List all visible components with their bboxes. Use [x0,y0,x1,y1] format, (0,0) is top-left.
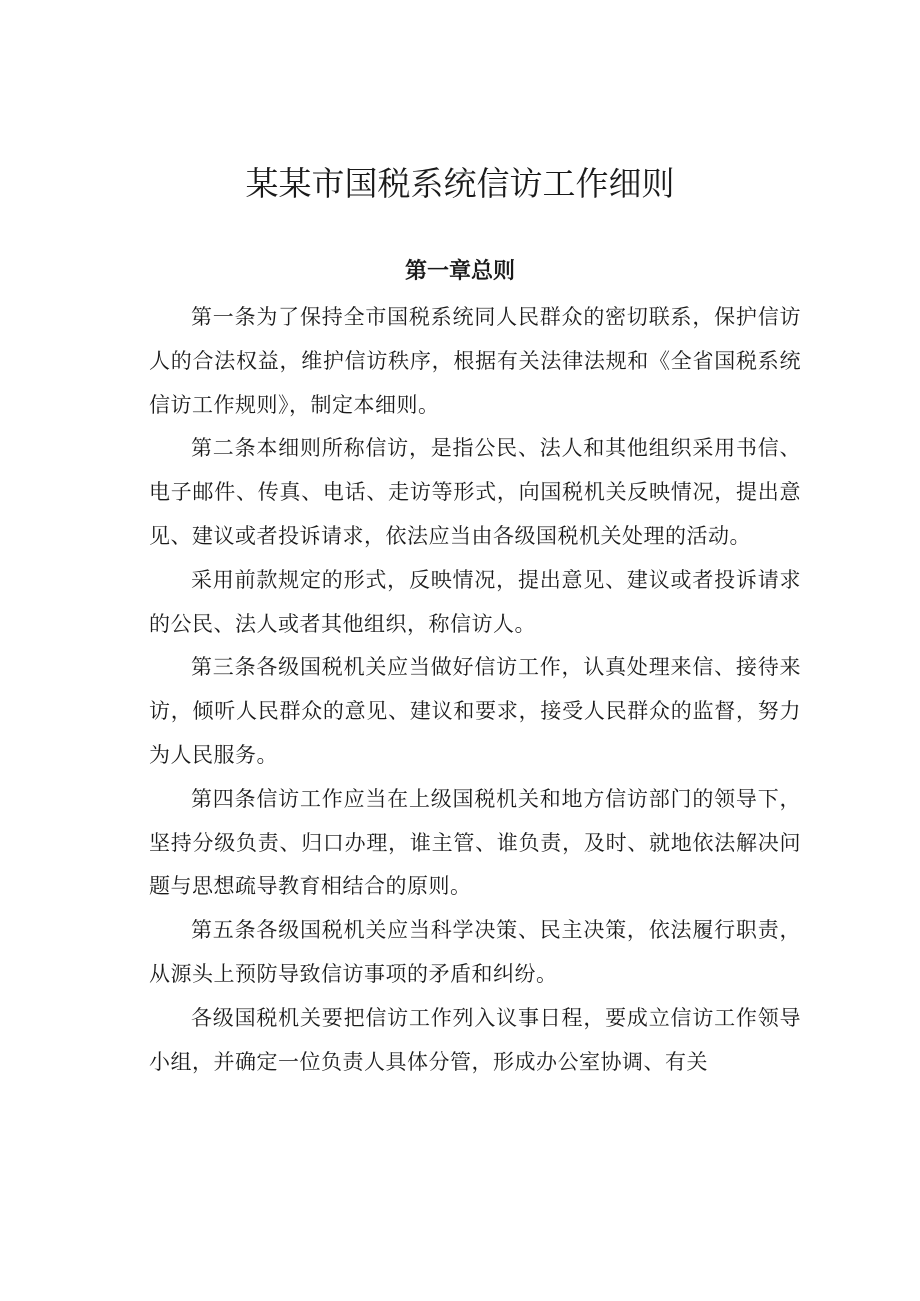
paragraph-article-5: 第五条各级国税机关应当科学决策、民主决策，依法履行职责，从源头上预防导致信访事项的矛盾和纠纷。 [149,918,801,986]
paragraph-article-1: 第一条为了保持全市国税系统同人民群众的密切联系，保护信访人的合法权益，维护信访秩序，根据有关法律法规和《全省国税系统信访工作规则》，制定本细则。 [149,305,801,417]
paragraph-article-5-clause: 各级国税机关要把信访工作列入议事日程，要成立信访工作领导小组，并确定一位负责人具体分管，形成办公室协调、有关 [149,1005,801,1074]
paragraph-article-2: 第二条本细则所称信访，是指公民、法人和其他组织采用书信、电子邮件、传真、电话、走访等形式，向国税机关反映情况，提出意见、建议或者投诉请求，依法应当由各级国税机关处理的活动。 [149,436,801,548]
paragraph-article-3: 第三条各级国税机关应当做好信访工作，认真处理来信、接待来访，倾听人民群众的意见、建议和要求，接受人民群众的监督，努力为人民服务。 [149,655,801,767]
document-body [149,296,801,1084]
chapter-heading: 第一章总则 [404,259,515,284]
paragraph-article-4: 第四条信访工作应当在上级国税机关和地方信访部门的领导下，坚持分级负责、归口办理，谁主管、谁负责，及时、就地依法解决问题与思想疏导教育相结合的原则。 [149,786,801,899]
document-title: 某某市国税系统信访工作细则 [245,164,675,203]
paragraph-article-2-clause: 采用前款规定的形式，反映情况，提出意见、建议或者投诉请求的公民、法人或者其他组织，称信访人。 [149,567,801,636]
